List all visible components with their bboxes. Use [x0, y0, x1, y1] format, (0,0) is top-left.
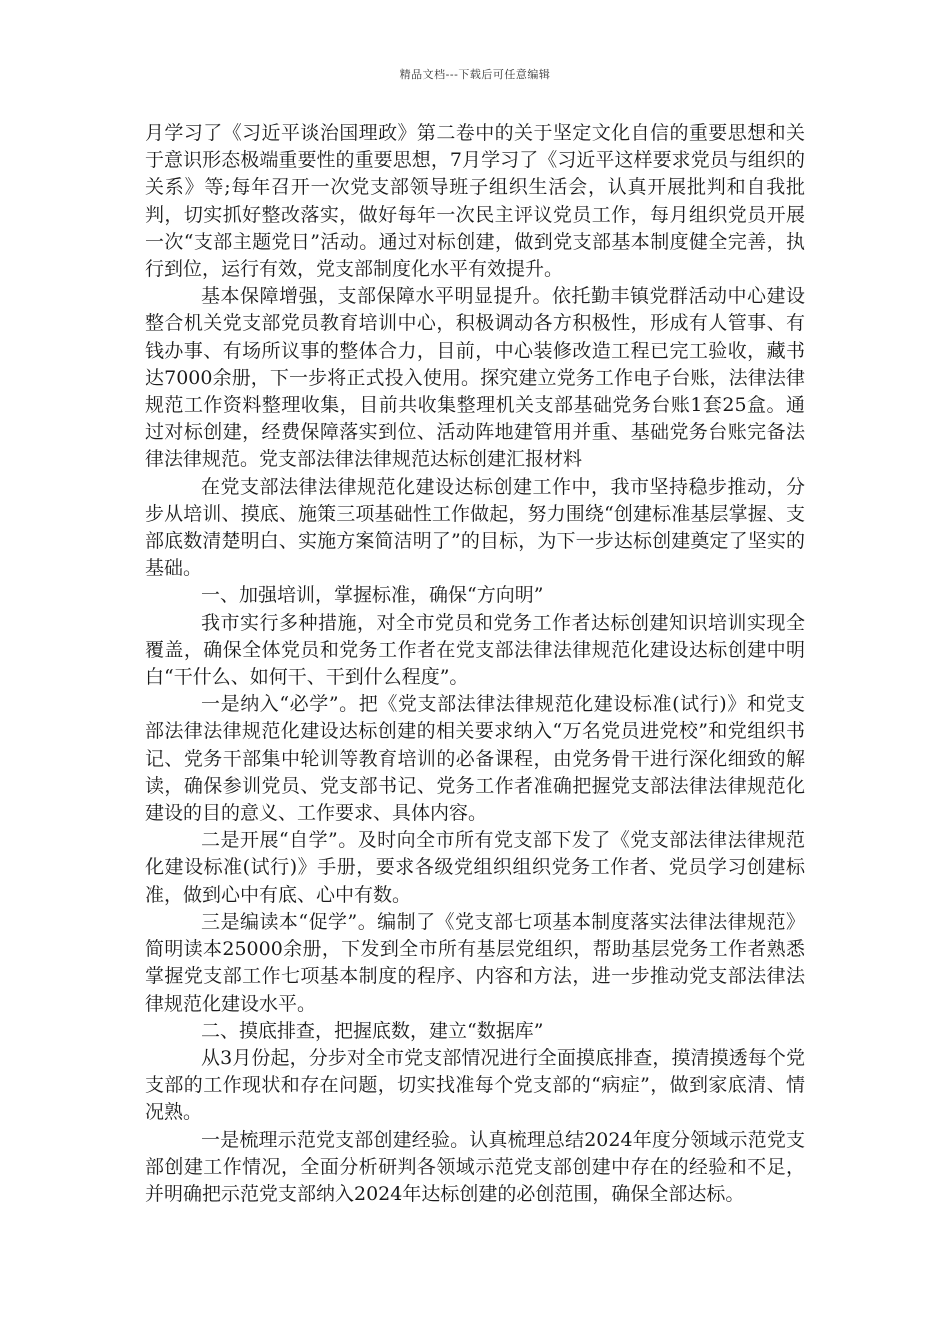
- paragraph: 基本保障增强，支部保障水平明显提升。依托勤丰镇党群活动中心建设整合机关党支部党员教育培训中心，积极调动各方积极性，形成有人管事、有钱办事、有场所议事的整体合力，目前，中心装修改造工程已完工验收，藏书达7000余册，下一步将正式投入使用。探究建立党务工作电子台账，法律法律规范工作资料整理收集，目前共收集整理机关支部基础党务台账1套25盒。通过对标创建，经费保障落实到位、活动阵地建管用并重、基础党务台账完备法律法律规范。党支部法律法律规范达标创建汇报材料: [145, 285, 805, 471]
- paragraph: 月学习了《习近平谈治国理政》第二卷中的关于坚定文化自信的重要思想和关于意识形态极端重要性的重要思想，7月学习了《习近平这样要求党员与组织的关系》等;每年召开一次党支部领导班子组织生活会，认真开展批判和自我批判，切实抓好整改落实，做好每年一次民主评议党员工作，每月组织党员开展一次“支部主题党日”活动。通过对标创建，做到党支部基本制度健全完善，执行到位，运行有效，党支部制度化水平有效提升。: [145, 122, 805, 281]
- paragraph: 一是梳理示范党支部创建经验。认真梳理总结2024年度分领域示范党支部创建工作情况，全面分析研判各领域示范党支部创建中存在的经验和不足，并明确把示范党支部纳入2024年达标创建的必创范围，确保全部达标。: [145, 1128, 805, 1205]
- paragraph: 三是编读本“促学”。编制了《党支部七项基本制度落实法律法律规范》简明读本25000余册，下发到全市所有基层党组织，帮助基层党务工作者熟悉掌握党支部工作七项基本制度的程序、内容和方法，进一步推动党支部法律法律规范化建设水平。: [145, 910, 805, 1015]
- paragraph: 一是纳入“必学”。把《党支部法律法律规范化建设标准(试行)》和党支部法律法律规范化建设达标创建的相关要求纳入“万名党员进党校”和党组织书记、党务干部集中轮训等教育培训的必备课程，由党务骨干进行深化细致的解读，确保参训党员、党支部书记、党务工作者准确把握党支部法律法律规范化建设的目的意义、工作要求、具体内容。: [145, 693, 805, 825]
- paragraph: 从3月份起，分步对全市党支部情况进行全面摸底排查，摸清摸透每个党支部的工作现状和存在问题，切实找准每个党支部的“病症”，做到家底清、情况熟。: [145, 1046, 805, 1124]
- paragraph: 我市实行多种措施，对全市党员和党务工作者达标创建知识培训实现全覆盖，确保全体党员和党务工作者在党支部法律法律规范化建设达标创建中明白“干什么、如何干、干到什么程度”。: [145, 611, 805, 689]
- paragraph: 在党支部法律法律规范化建设达标创建工作中，我市坚持稳步推动，分步从培训、摸底、施策三项基础性工作做起，努力围绕“创建标准基层掌握、支部底数清楚明白、实施方案简洁明了”的目标，为下一步达标创建奠定了坚实的基础。: [145, 475, 805, 580]
- section-heading: 二、摸底排查，把握底数，建立“数据库”: [201, 1019, 544, 1042]
- paragraph: 二是开展“自学”。及时向全市所有党支部下发了《党支部法律法律规范化建设标准(试行)》手册，要求各级党组织组织党务工作者、党员学习创建标准，做到心中有底、心中有数。: [145, 829, 805, 906]
- section-heading: 一、加强培训，掌握标准，确保“方向明”: [201, 584, 544, 607]
- page-header: 精品文档---下载后可任意编辑: [399, 68, 551, 81]
- document-body: [145, 120, 805, 1208]
